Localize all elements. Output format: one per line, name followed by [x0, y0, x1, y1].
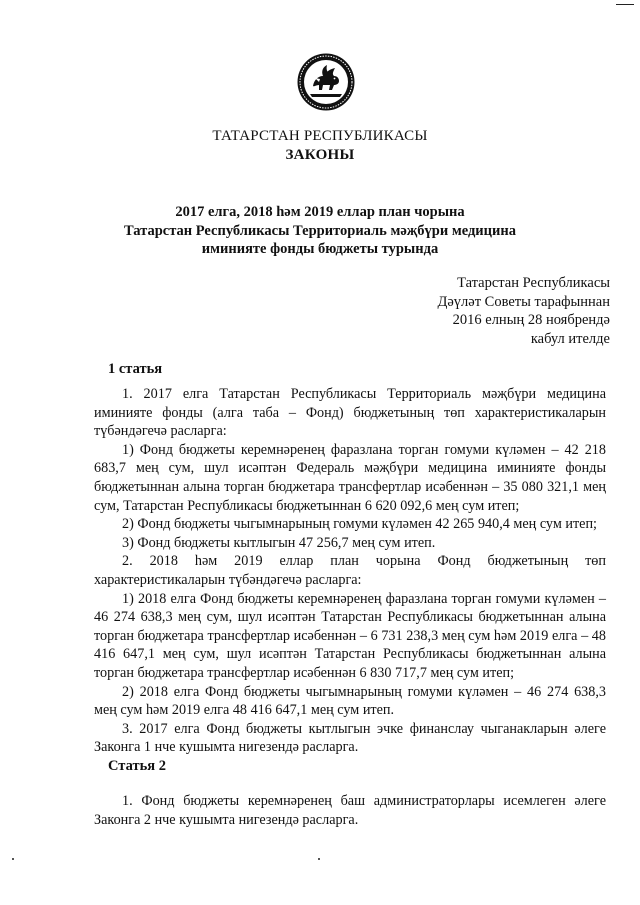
paragraph: 2) 2018 елга Фонд бюджеты чыгымнарының гомуми күләмен – 46 274 638,3 мең сум һәм 2019 елга 48 416 647,1 мең сум итеп. — [94, 683, 606, 719]
law-title — [0, 203, 640, 259]
paragraph: 1. 2017 елга Татарстан Республикасы Территориаль мәҗбүри медицина иминияте фонды (алга таба – Фонд) бюджетының төп характеристикаларын түбәндәгечә расларга: — [94, 386, 606, 440]
adoption-line: кабул ителде — [530, 330, 610, 347]
article-1-heading: 1 статья — [108, 361, 163, 377]
law-title-line: иминияте фонды бюджеты турында — [201, 241, 439, 257]
scan-corner-mark — [616, 4, 634, 5]
adoption-line: Дәүләт Советы тарафыннан — [437, 293, 610, 310]
tatarstan-coat-of-arms-icon — [296, 52, 356, 112]
adoption-note — [437, 274, 610, 348]
adoption-line: 2016 елның 28 ноябрендә — [452, 312, 610, 328]
paragraph: 2. 2018 һәм 2019 еллар план чорына Фонд бюджетының төп характеристикаларын түбәндәгечә расларга: — [94, 553, 606, 588]
paragraph: 1) Фонд бюджеты керемнәренең фаразлана торган гомуми күләмен – 42 218 683,7 мең сум, шул исәптән Федераль мәҗбүри медицина иминияте фонды бюджетыннан алына торган бюджетара трансфертлар исәбеннән – 35 080 321,1 мең сум, Татарстан Республикасы бюджетыннан 6 620 092,6 мең сум итеп; — [94, 441, 606, 514]
paragraph: 3) Фонд бюджеты кытлыгын 47 256,7 мең сум итеп. — [122, 534, 436, 551]
article-2-body — [94, 792, 606, 829]
paragraph: 2) Фонд бюджеты чыгымнарының гомуми күләмен 42 265 940,4 мең сум итеп; — [122, 516, 597, 533]
paragraph: 3. 2017 елга Фонд бюджеты кытлыгын эчке финанслау чыганакларын әлеге Законга 1 нче кушымта нигезендә расларга. — [94, 720, 606, 756]
article-1-body — [94, 385, 606, 757]
adoption-line: Татарстан Республикасы — [457, 275, 610, 291]
article-2-heading: Статья 2 — [108, 758, 166, 774]
scan-speck — [12, 858, 14, 860]
republic-name: ТАТАРСТАН РЕСПУБЛИКАСЫ — [212, 128, 428, 144]
document-type: ЗАКОНЫ — [285, 147, 355, 163]
paragraph: 1. Фонд бюджеты керемнәренең баш администраторлары исемлеген әлеге Законга 2 нче кушымта нигезендә расларга. — [94, 793, 606, 828]
paragraph: 1) 2018 елга Фонд бюджеты керемнәренең фаразлана торган гомуми күләмен – 46 274 638,3 мең сум, шул исәптән Татарстан Республикасы бюджетыннан алына торган бюджетара трансфертлар исәбеннән – 6 731 238,3 мең сум һәм 2019 елга – 48 416 647,1 мең сум, шул исәптән Татарстан Республикасы бюджетыннан алына торган бюджетара трансфертлар исәбеннән 6 830 717,7 мең сум итеп; — [94, 590, 606, 681]
scan-speck — [318, 858, 320, 860]
law-title-line: Татарстан Республикасы Территориаль мәҗбүри медицина — [124, 222, 516, 239]
law-title-line: 2017 елга, 2018 һәм 2019 еллар план чорына — [175, 204, 465, 220]
